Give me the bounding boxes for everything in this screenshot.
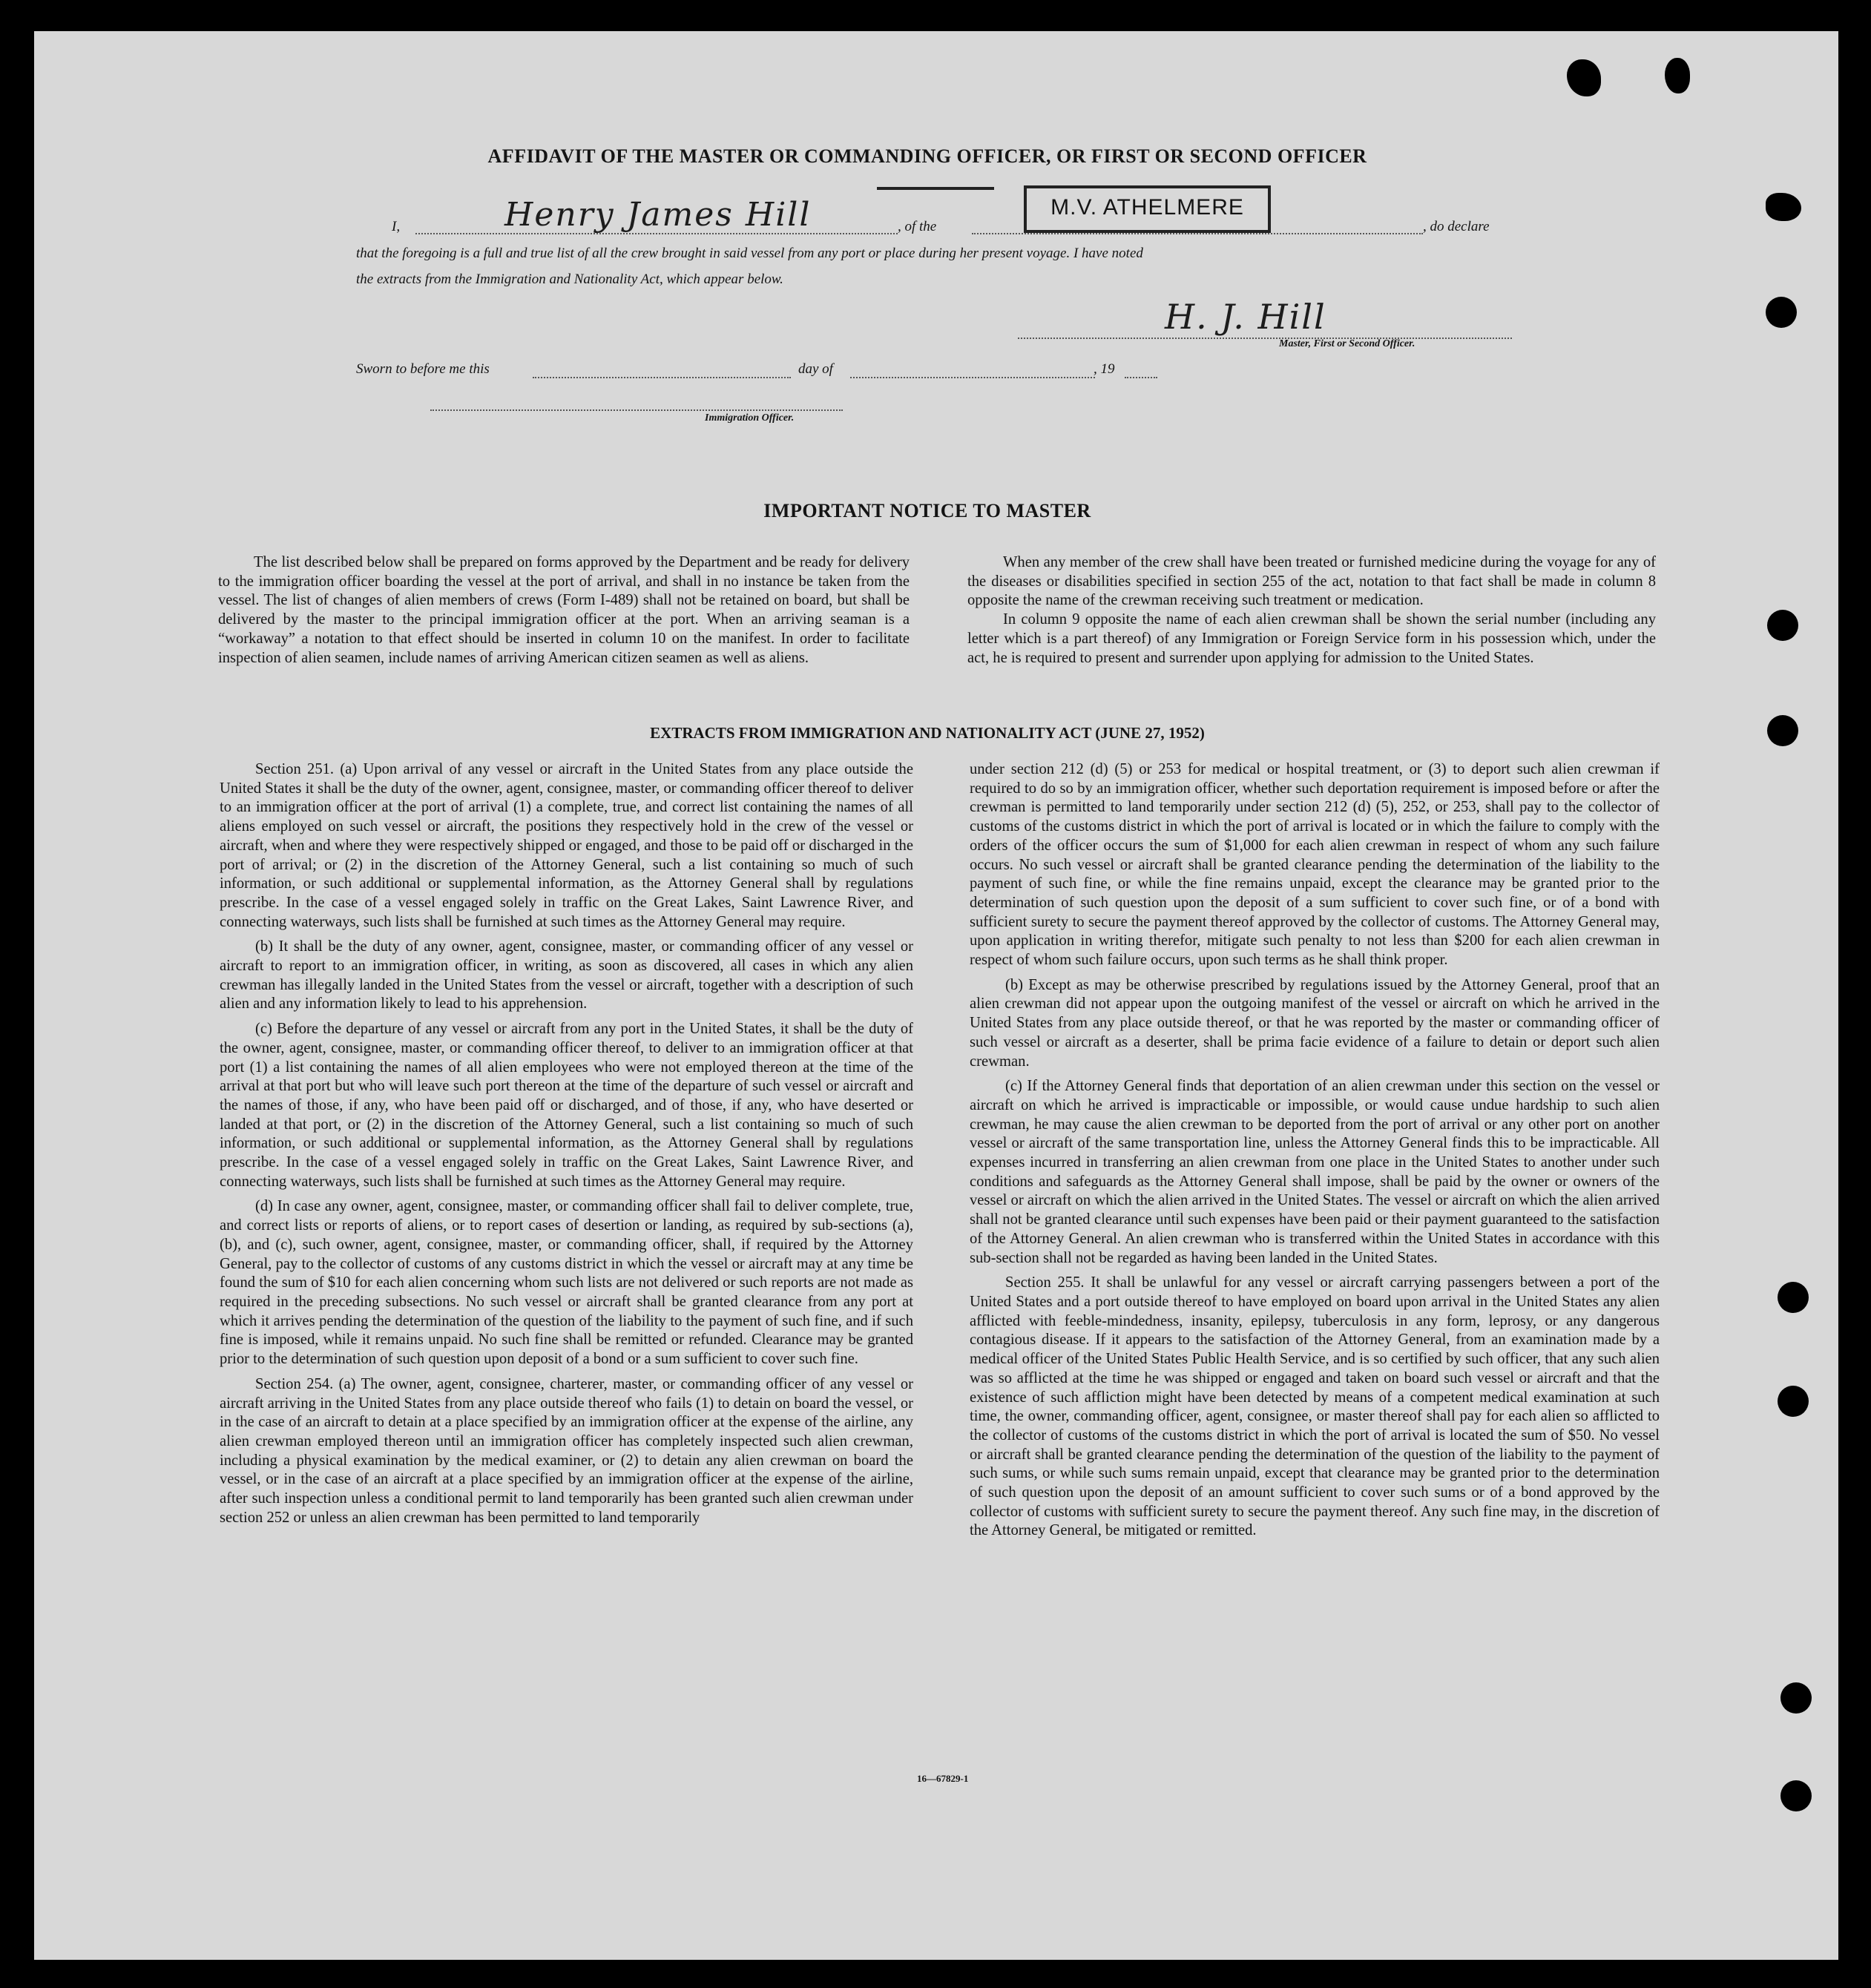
i-label: I, <box>392 219 401 234</box>
master-label: Master, First or Second Officer. <box>1279 338 1415 349</box>
year-line <box>1125 377 1157 378</box>
day-of-label: day of <box>798 361 833 377</box>
extracts-left-column <box>220 760 913 1527</box>
do-declare-label: , do declare <box>1423 219 1490 234</box>
section-254b: (b) Except as may be otherwise prescribed by regulations issued by the Attorney General, proof that an alien crewman did not appear upon the outgoing manifest of the vessel or aircraft on which he arrived in the United States from any place outside thereof, or that he was reported by the master or commanding officer of such vessel or aircraft as a deserter, shall be prima facie evidence of a failure to detain or deport such alien crewman. <box>970 976 1660 1070</box>
punch-hole <box>1778 1282 1809 1313</box>
section-254a-continued: under section 212 (d) (5) or 253 for medical or hospital treatment, or (3) to deport such alien crewman if required to do so by an immigration officer, whether such deportation requirement is imposed before or after the crewman is permitted to land temporarily under section 212 (d) (5), 252, or 253, shall pay to the collector of customs of the customs district in which the port of arrival is located or in which the failure to comply with the orders of the officer occurs the sum of $1,000 for each alien crewman in respect of whom any such failure occurs. No such vessel or aircraft shall be granted clearance pending the determination of the liability to the payment of such fine, or while the fine remains unpaid, except the clearance may be granted prior to the determination of such question upon the deposit of a sum sufficient to cover such fine, or of a bond with sufficient surety to secure the payment thereof approved by the collector of customs. The Attorney General may, upon application in writing therefor, mitigate such penalty to not less than $200 for each alien crewman in respect of whom such failure occurs, upon such terms as he shall think proper. <box>970 761 1660 969</box>
punch-hole <box>1767 715 1798 746</box>
section-251a: Section 251. (a) Upon arrival of any vessel or aircraft in the United States from any place outside the United States it shall be the duty of the owner, agent, consignee, master, or commanding officer thereof to deliver to an immigration officer at the port of arrival (1) a complete, true, and correct list containing the names of all aliens employed on such vessel or aircraft, the positions they respectively hold in the crew of the vessel or aircraft, when and where they were respectively shipped or engaged, and those to be paid off or discharged in the port of arrival; or (2) in the discretion of the Attorney General, such a list containing so much of such information, or such additional or supplemental information, as the Attorney General shall by regulations prescribe. In the case of a vessel engaged solely in traffic on the Great Lakes, Saint Lawrence River, and connecting waterways, such lists shall be furnished at such times as the Attorney General may require. <box>220 761 913 930</box>
notice-paragraph: When any member of the crew shall have been treated or furnished medicine during the voyage for any of the diseases or disabilities specified in section 255 of the act, notation to that fact shall be made in column 8 opposite the name of the crewman receiving such treatment or medication. <box>967 554 1656 609</box>
master-name-handwritten: Henry James Hill <box>504 196 812 234</box>
affidavit-statement: that the foregoing is a full and true list of all the crew brought in said vessel from any port or place during her present voyage. I have noted <box>356 246 1143 261</box>
section-255: Section 255. It shall be unlawful for any vessel or aircraft carrying passengers between a port of the United States and a port outside thereof to have employed on board upon arrival in the United States any alien afflicted with feeble-mindedness, insanity, epilepsy, tuberculosis in any form, leprosy, or any dangerous contagious disease. If it appears to the satisfaction of the Attorney General, from an examination made by a medical officer of the United States Public Health Service, and is so certified by such officer, that any such alien was so afflicted at the time he was shipped or engaged and taken on board such vessel or aircraft and that the existence of such affliction might have been detected by means of a competent medical examination at such time, the owner, commanding officer, agent, consignee, or master thereof shall pay for each alien so afflicted to the collector of customs of the customs district in which the port of arrival is located the sum of $50. No vessel or aircraft shall be granted clearance pending the determination of the question of the liability to the payment of such sums, or while such sums remain unpaid, except that clearance may be granted prior to the determination of such question upon the deposit of an amount sufficient to cover such sums or of a bond approved by the collector of customs with sufficient surety to secure the payment thereof. Any such fine may, in the discretion of the Attorney General, be mitigated or remitted. <box>970 1274 1660 1539</box>
section-251b: (b) It shall be the duty of any owner, agent, consignee, master, or commanding officer of any vessel or aircraft to report to an immigration officer, in writing, as soon as discovered, all cases in which any alien crewman has illegally landed in the United States from the vessel or aircraft, together with a description of such alien and any information likely to lead to his apprehension. <box>220 938 913 1013</box>
affidavit-statement-2: the extracts from the Immigration and Nationality Act, which appear below. <box>356 271 783 287</box>
extracts-title: EXTRACTS FROM IMMIGRATION AND NATIONALITY ACT (JUNE 27, 1952) <box>650 724 1205 742</box>
year-label: , 19 <box>1094 361 1115 377</box>
punch-hole <box>1766 297 1797 328</box>
notice-right-column <box>967 553 1656 668</box>
notice-title: IMPORTANT NOTICE TO MASTER <box>763 500 1091 521</box>
sworn-month-line <box>850 377 1095 378</box>
section-254a: Section 254. (a) The owner, agent, consignee, charterer, master, or commanding officer of any vessel or aircraft arriving in the United States from any place outside thereof who fails (1) to detain on board the vessel, or in the case of an aircraft to detain at a place specified by an immigration officer at the expense of the airline, any alien crewman employed thereon until an immigration officer has completely inspected such alien crewman, including a physical examination by the medical examiner, or (2) to detain any alien crewman on board the vessel, or in the case of an aircraft at a place specified by an immigration officer at the expense of the airline, after such inspection unless a conditional permit to land temporarily has been granted such alien crewman under section 252 or unless an alien crewman has been permitted to land temporarily <box>220 1375 913 1526</box>
vessel-line <box>972 233 1423 234</box>
notice-left-column <box>218 553 910 668</box>
notice-paragraph: In column 9 opposite the name of each alien crewman shall be shown the serial number (including any letter which is a part thereof) of any Immigration or Foreign Service form in his possession which, under the act, he is required to present and surrender upon applying for admission to the United States. <box>967 611 1656 666</box>
form-number: 16—67829-1 <box>917 1773 969 1784</box>
vessel-name-stamp: M.V. ATHELMERE <box>1024 185 1271 233</box>
affidavit-title: AFFIDAVIT OF THE MASTER OR COMMANDING OFFICER, OR FIRST OR SECOND OFFICER <box>487 145 1367 167</box>
signature-line <box>1018 338 1512 339</box>
officer-signature: H. J. Hill <box>1165 297 1326 337</box>
sworn-label: Sworn to before me this <box>356 361 490 377</box>
punch-hole <box>1780 1682 1812 1714</box>
section-254c: (c) If the Attorney General finds that deportation of an alien crewman under this section on the vessel or aircraft on which he arrived is impracticable or impossible, or would cause undue hardship to such alien crewman, he may cause the alien crewman to be deported from the port of arrival or any other port on another vessel or aircraft of the same transportation line, unless the Attorney General finds this to be impracticable. All expenses incurred in transferring an alien crewman from one place in the United States to another under such conditions and safeguards as the Attorney General shall impose, shall be paid by the owner or owners of the vessel or aircraft on which the alien arrived in the United States. The vessel or aircraft on which the alien arrived shall not be granted clearance until such expenses have been paid or their payment guaranteed to the satisfaction of the Attorney General. An alien crewman who is transferred within the United States in accordance with this sub-section shall not be regarded as having been landed in the United States. <box>970 1078 1660 1266</box>
section-251c: (c) Before the departure of any vessel or aircraft from any port in the United States, it shall be the duty of the owner, agent, consignee, master, or commanding officer thereof, to deliver to an immigration officer at that port (1) a list containing the names of all alien employees who were not employed thereon at the time of the arrival at that port but who will leave such port thereon at the time of the departure of such vessel or aircraft and the names of those, if any, who have been paid off or discharged, and of those, if any, who have deserted or landed at that port, or (2) in the discretion of the Attorney General, such a list containing so much of such information, or such additional or supplemental information, as the Attorney General shall by regulations prescribe. In the case of a vessel engaged solely in traffic on the Great Lakes, Saint Lawrence River, and connecting waterways, such lists shall be furnished at such times as the Attorney General may require. <box>220 1021 913 1190</box>
sworn-day-line <box>533 377 791 378</box>
punch-hole <box>1766 193 1801 221</box>
immigration-officer-line <box>430 409 843 411</box>
punch-hole <box>1767 610 1798 641</box>
section-251d: (d) In case any owner, agent, consignee, master, or commanding officer shall fail to deliver complete, true, and correct lists or reports of aliens, or to report cases of desertion or landing, as required by sub-sections (a), (b), and (c), such owner, agent, consignee, master, or commanding officer, shall, if required by the Attorney General, pay to the collector of customs of any customs district in which the vessel or aircraft may at any time be found the sum of $10 for each alien concerning whom such lists are not delivered or such reports are not made as required in the preceding subsections. No such vessel or aircraft shall be granted clearance from any port at which it arrives pending the determination of the question of the liability to the payment of such fine, and if such fine is imposed, while it remains unpaid. No such fine shall be remitted or refunded. Clearance may be granted prior to the determination of such question upon deposit of a bond or a sum sufficient to cover such fine. <box>220 1198 913 1368</box>
punch-hole <box>1778 1386 1809 1417</box>
extracts-right-column <box>970 760 1660 1541</box>
immigration-officer-label: Immigration Officer. <box>705 412 795 424</box>
punch-hole <box>1780 1780 1812 1811</box>
notice-paragraph: The list described below shall be prepared on forms approved by the Department and be ready for delivery to the immigration officer boarding the vessel at the port of arrival, and shall in no instance be taken from the vessel. The list of changes of alien members of crews (Form I-489) shall not be retained on board, but shall be delivered by the master to the principal immigration officer at the port. When an arriving seaman is a “workaway” a notation to that effect should be inserted in column 10 on the manifest. In order to facilitate inspection of alien seamen, include names of arriving American citizen seamen as well as aliens. <box>218 554 910 666</box>
divider <box>877 187 994 190</box>
ink-blot <box>1665 58 1690 93</box>
of-the-label: , of the <box>898 219 937 234</box>
